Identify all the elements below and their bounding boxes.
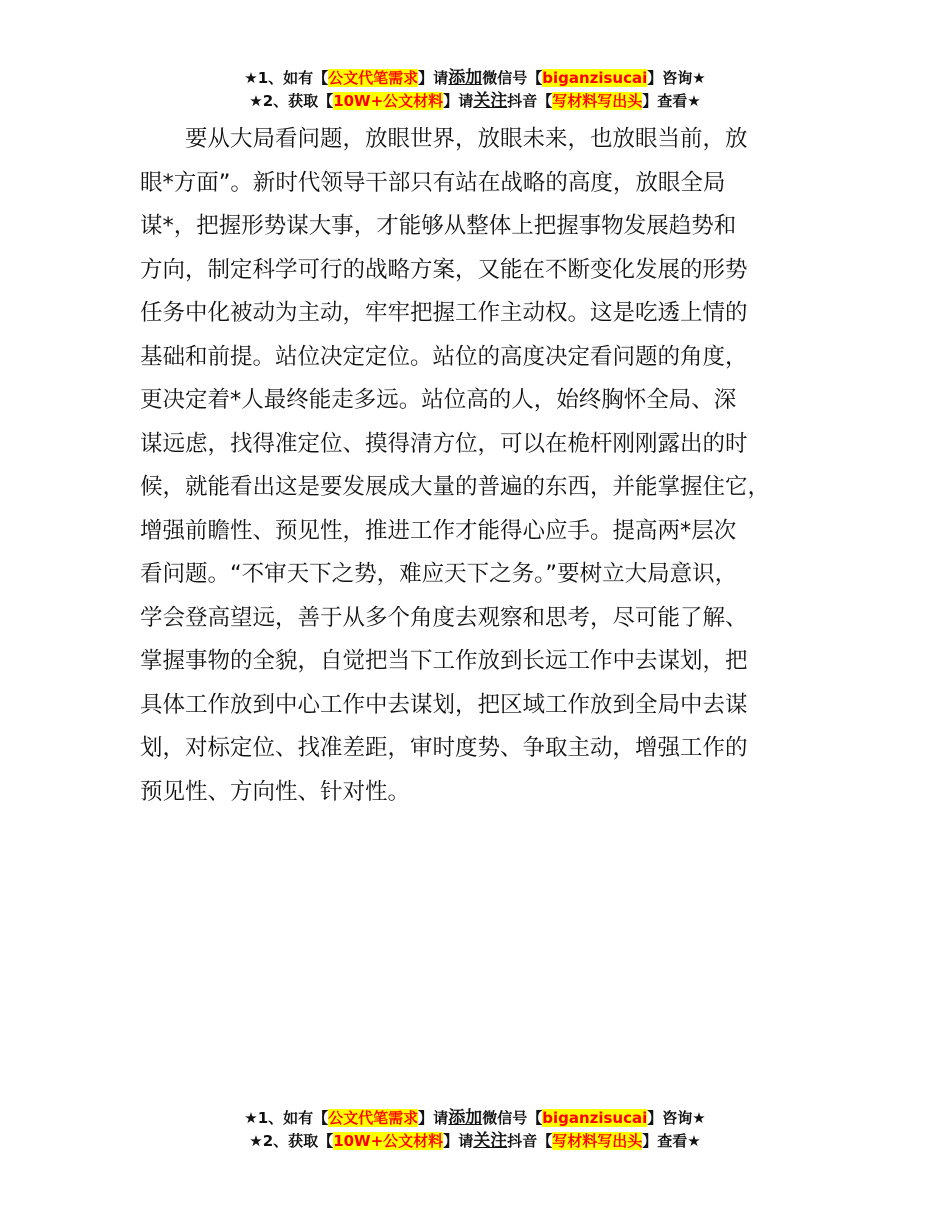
footer-banner-line-2 <box>0 1130 950 1153</box>
footer-line-2-mid-2: 抖音【 <box>507 1132 553 1150</box>
footer-line-1-mid: 】请 <box>418 1109 449 1127</box>
paragraph-line: 方向，制定科学可行的战略方案，又能在不断变化发展的形势 <box>140 256 748 283</box>
header-banner <box>0 67 950 113</box>
footer-line-1-mid-2: 微信号【 <box>482 1109 543 1127</box>
footer-line-1-suffix: 】咨询★ <box>647 1109 706 1127</box>
document-paragraph <box>140 118 840 814</box>
footer-line-2-mid: 】请 <box>443 1132 474 1150</box>
banner-line-2-prefix: ★2、获取【 <box>249 92 334 110</box>
footer-line-1-highlight-wechat: biganzisucai <box>542 1109 648 1127</box>
footer-line-1-underlined: 添加 <box>448 1108 483 1128</box>
banner-line-1-highlight-wechat: biganzisucai <box>542 69 648 87</box>
footer-line-2-prefix: ★2、获取【 <box>249 1132 334 1150</box>
banner-line-1 <box>0 67 950 90</box>
banner-line-2-mid: 】请 <box>443 92 474 110</box>
banner-line-1-mid-2: 微信号【 <box>482 69 543 87</box>
paragraph-line: 看问题。“不审天下之势，难应天下之务。”要树立大局意识， <box>140 561 738 587</box>
banner-line-1-prefix: ★1、如有【 <box>244 69 329 87</box>
paragraph-line: 更决定着*人最终能走多远。站位高的人，始终胸怀全局、深 <box>140 387 737 413</box>
footer-line-1-highlight-service: 公文代笔需求 <box>328 1109 419 1127</box>
paragraph-line: 预见性、方向性、针对性。 <box>140 778 411 805</box>
paragraph-line: 学会登高望远，善于从多个角度去观察和思考，尽可能了解、 <box>140 604 748 631</box>
banner-line-1-underlined: 添加 <box>448 68 483 88</box>
footer-banner <box>0 1107 950 1153</box>
banner-line-1-mid: 】请 <box>418 69 449 87</box>
paragraph-line: 增强前瞻性、预见性，推进工作才能得心应手。提高两*层次 <box>140 517 737 544</box>
paragraph-line: 掌握事物的全貌，自觉把当下工作放到长远工作中去谋划，把 <box>140 648 748 674</box>
footer-line-2-highlight-douyin: 写材料写出头 <box>552 1132 643 1150</box>
banner-line-2-mid-2: 抖音【 <box>507 92 553 110</box>
footer-line-1-prefix: ★1、如有【 <box>244 1109 329 1127</box>
banner-line-1-highlight-service: 公文代笔需求 <box>328 69 419 87</box>
paragraph-line: 基础和前提。站位决定定位。站位的高度决定看问题的角度， <box>140 343 748 370</box>
footer-line-2-suffix: 】查看★ <box>642 1132 701 1150</box>
paragraph-line: 候，就能看出这是要发展成大量的普遍的东西，并能掌握住它， <box>140 474 771 500</box>
banner-line-1-suffix: 】咨询★ <box>647 69 706 87</box>
footer-line-2-underlined: 关注 <box>473 1131 508 1151</box>
paragraph-line: 任务中化被动为主动，牢牢把握工作主动权。这是吃透上情的 <box>140 300 748 326</box>
paragraph-line: 眼*方面”。新时代领导干部只有站在战略的高度，放眼全局 <box>140 169 726 196</box>
paragraph-line: 谋*，把握形势谋大事，才能够从整体上把握事物发展趋势和 <box>140 213 737 239</box>
footer-banner-line-1 <box>0 1107 950 1130</box>
paragraph-line: 要从大局看问题，放眼世界，放眼未来，也放眼当前，放 <box>140 126 748 152</box>
paragraph-line: 具体工作放到中心工作中去谋划，把区域工作放到全局中去谋 <box>140 691 748 718</box>
banner-line-2-highlight-douyin: 写材料写出头 <box>552 92 643 110</box>
banner-line-2-underlined: 关注 <box>473 91 508 111</box>
banner-line-2-suffix: 】查看★ <box>642 92 701 110</box>
paragraph-line: 谋远虑，找得准定位、摸得清方位，可以在桅杆刚刚露出的时 <box>140 430 748 457</box>
paragraph-line: 划，对标定位、找准差距，审时度势、争取主动，增强工作的 <box>140 735 748 761</box>
footer-line-2-highlight-materials: 10W+公文材料 <box>333 1132 444 1150</box>
banner-line-2 <box>0 90 950 113</box>
banner-line-2-highlight-materials: 10W+公文材料 <box>333 92 444 110</box>
